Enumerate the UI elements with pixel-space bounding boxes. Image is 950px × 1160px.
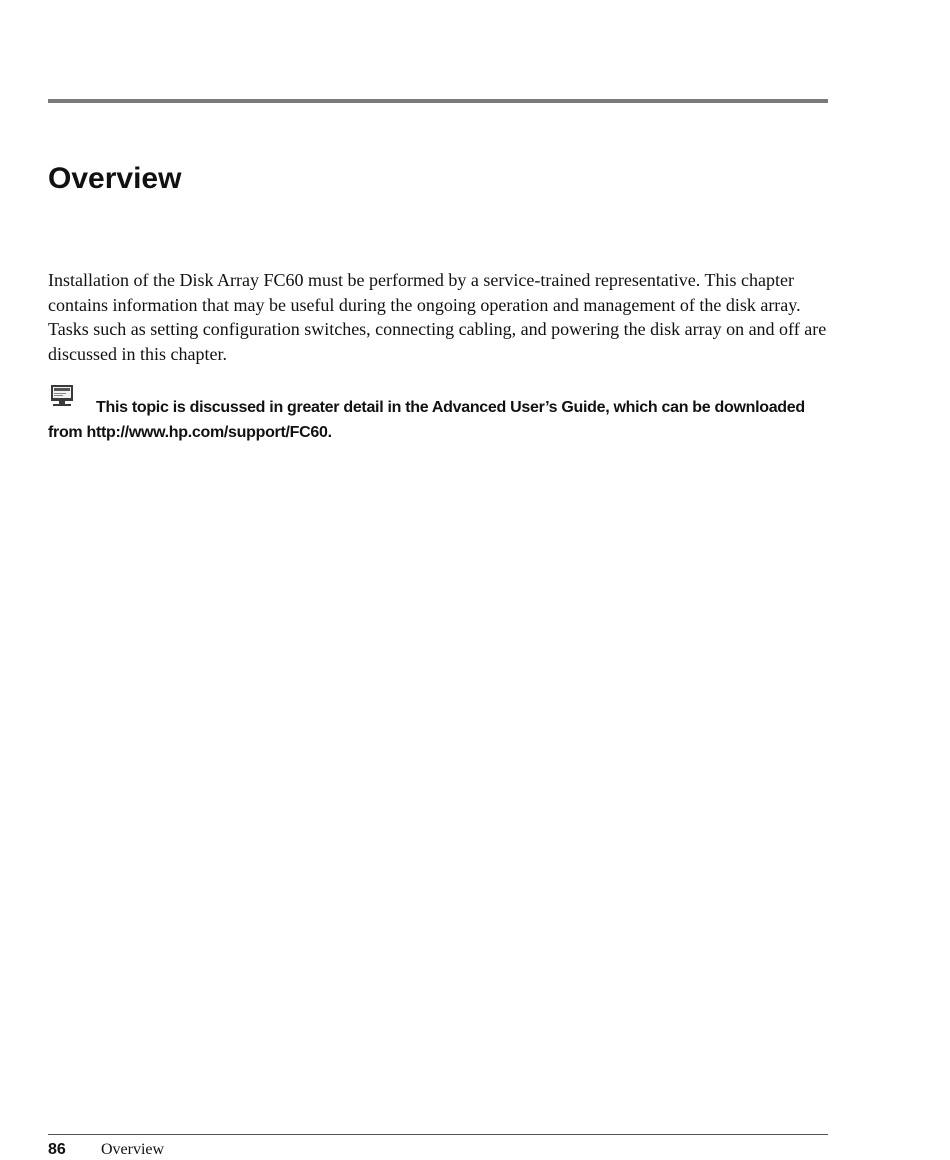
note-text: This topic is discussed in greater detail in the Advanced User’s Guide, which can be downloaded from http://www.hp.com/support/FC60. bbox=[48, 399, 805, 441]
note bbox=[48, 390, 838, 445]
page-number: 86 bbox=[48, 1141, 66, 1158]
footer-rule bbox=[48, 1134, 828, 1135]
body-paragraph: Installation of the Disk Array FC60 must be performed by a service-trained representative. This chapter contains information that may be useful during the ongoing operation and management of the disk array. Tasks such as setting configuration switches, connecting cabling, and powering the disk array on and off are discussed in this chapter. bbox=[48, 270, 827, 364]
header-rule bbox=[48, 99, 828, 103]
monitor-icon bbox=[48, 384, 76, 408]
footer-section-title: Overview bbox=[101, 1141, 165, 1158]
page-title: Overview bbox=[48, 162, 182, 195]
